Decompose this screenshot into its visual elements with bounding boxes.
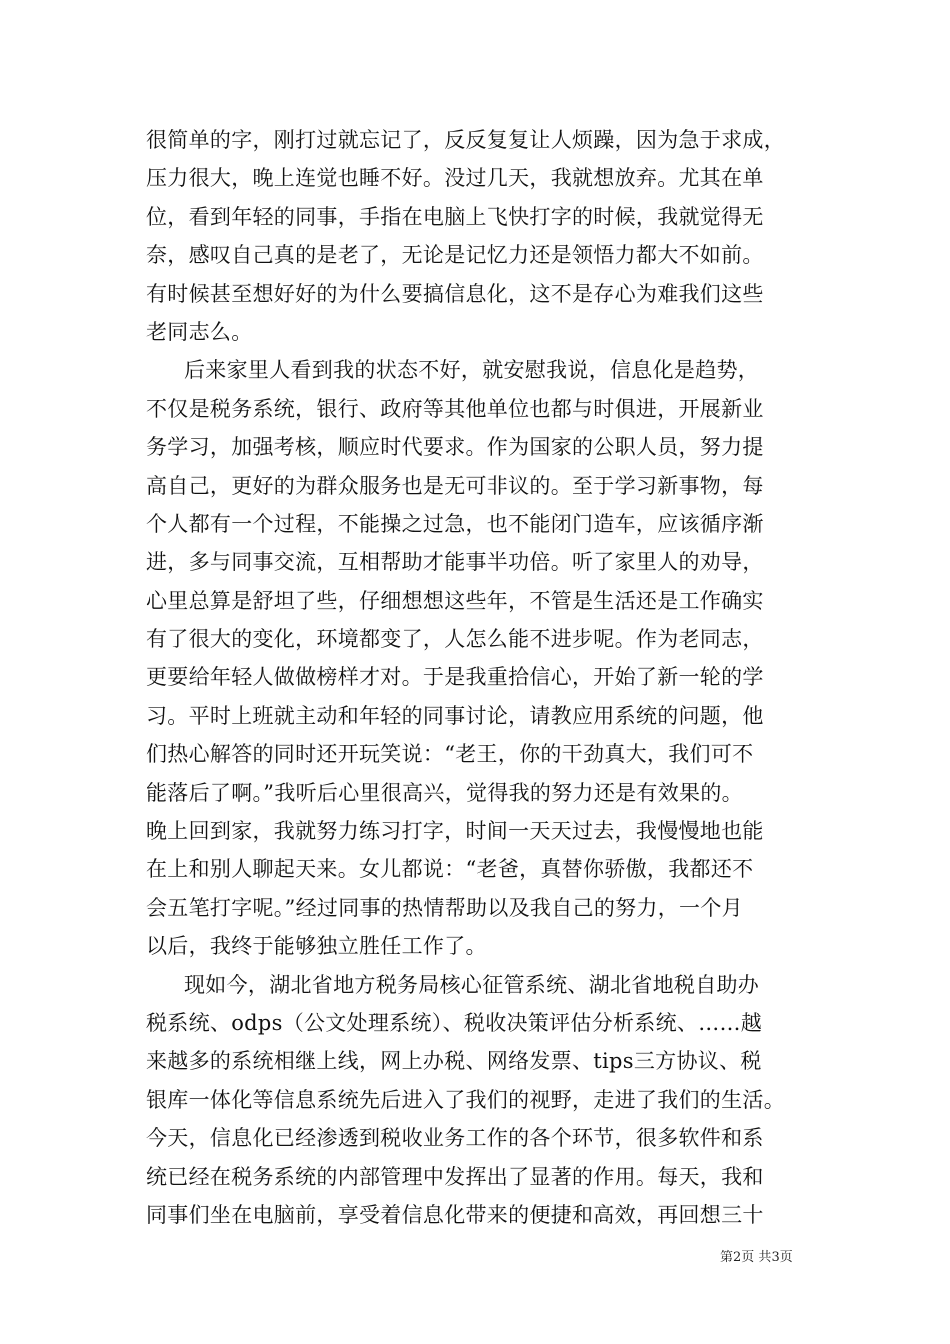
text-line: 习。平时上班就主动和年轻的同事讨论，请教应用系统的问题，他 [146, 703, 764, 728]
text-line: 来越多的系统相继上线，网上办税、网络发票、tips三方协议、税 [146, 1049, 762, 1074]
text-line: 很简单的字，刚打过就忘记了，反反复复让人烦躁，因为急于求成， [146, 128, 785, 152]
total-page-number: 3 [771, 1250, 780, 1265]
text-line: 奈，感叹自己真的是老了，无论是记忆力还是领悟力都大不如前。 [146, 243, 764, 268]
footer-middle: 页 共 [741, 1250, 772, 1265]
text-line: 今天，信息化已经渗透到税收业务工作的各个环节，很多软件和系 [146, 1126, 764, 1151]
text-line: 银库一体化等信息系统先后进入了我们的视野，走进了我们的生活。 [146, 1087, 785, 1112]
footer-prefix: 第 [720, 1250, 734, 1265]
paragraph-start-line: 后来家里人看到我的状态不好，就安慰我说，信息化是趋势， [184, 358, 760, 383]
text-line: 有了很大的变化，环境都变了，人怎么能不进步呢。作为老同志， [146, 627, 764, 652]
text-line: 进，多与同事交流，互相帮助才能事半功倍。听了家里人的劝导， [146, 550, 764, 575]
text-line: 心里总算是舒坦了些，仔细想想这些年，不管是生活还是工作确实 [146, 588, 764, 613]
text-line: 税系统、odps（公文处理系统）、税收决策评估分析系统、……越 [146, 1010, 763, 1035]
page-number-footer [720, 1246, 793, 1265]
text-line: 晚上回到家，我就努力练习打字，时间一天天过去，我慢慢地也能 [146, 819, 764, 844]
text-line: 更要给年轻人做做榜样才对。于是我重拾信心，开始了新一轮的学 [146, 665, 764, 690]
paragraph-start-line: 现如今，湖北省地方税务局核心征管系统、湖北省地税自助办 [184, 972, 760, 997]
text-line: 会五笔打字呢。”经过同事的热情帮助以及我自己的努力，一个月 [146, 895, 743, 920]
text-line: 老同志么。 [146, 319, 253, 344]
text-line: 同事们坐在电脑前，享受着信息化带来的便捷和高效，再回想三十 [146, 1202, 764, 1227]
text-line: 们热心解答的同时还开玩笑说：“老王，你的干劲真大，我们可不 [146, 742, 754, 767]
text-line: 压力很大，晚上连觉也睡不好。没过几天，我就想放弃。尤其在单 [146, 166, 764, 191]
text-line: 务学习，加强考核，顺应时代要求。作为国家的公职人员，努力提 [146, 435, 764, 460]
text-line: 有时候甚至想好好的为什么要搞信息化，这不是存心为难我们这些 [146, 281, 764, 306]
text-line: 能落后了啊。”我听后心里很高兴，觉得我的努力还是有效果的。 [146, 780, 743, 805]
current-page-number: 2 [733, 1250, 742, 1265]
text-line: 位，看到年轻的同事，手指在电脑上飞快打字的时候，我就觉得无 [146, 204, 764, 229]
text-line: 在上和别人聊起天来。女儿都说：“老爸，真替你骄傲，我都还不 [146, 857, 754, 882]
body-text [146, 121, 836, 1234]
text-line: 高自己，更好的为群众服务也是无可非议的。至于学习新事物，每 [146, 473, 764, 498]
footer-suffix: 页 [779, 1250, 793, 1265]
text-line: 个人都有一个过程，不能操之过急，也不能闭门造车，应该循序渐 [146, 511, 764, 536]
text-line: 以后，我终于能够独立胜任工作了。 [146, 934, 487, 959]
text-line: 统已经在税务系统的内部管理中发挥出了显著的作用。每天，我和 [146, 1164, 764, 1189]
text-line: 不仅是税务系统，银行、政府等其他单位也都与时俱进，开展新业 [146, 396, 764, 421]
